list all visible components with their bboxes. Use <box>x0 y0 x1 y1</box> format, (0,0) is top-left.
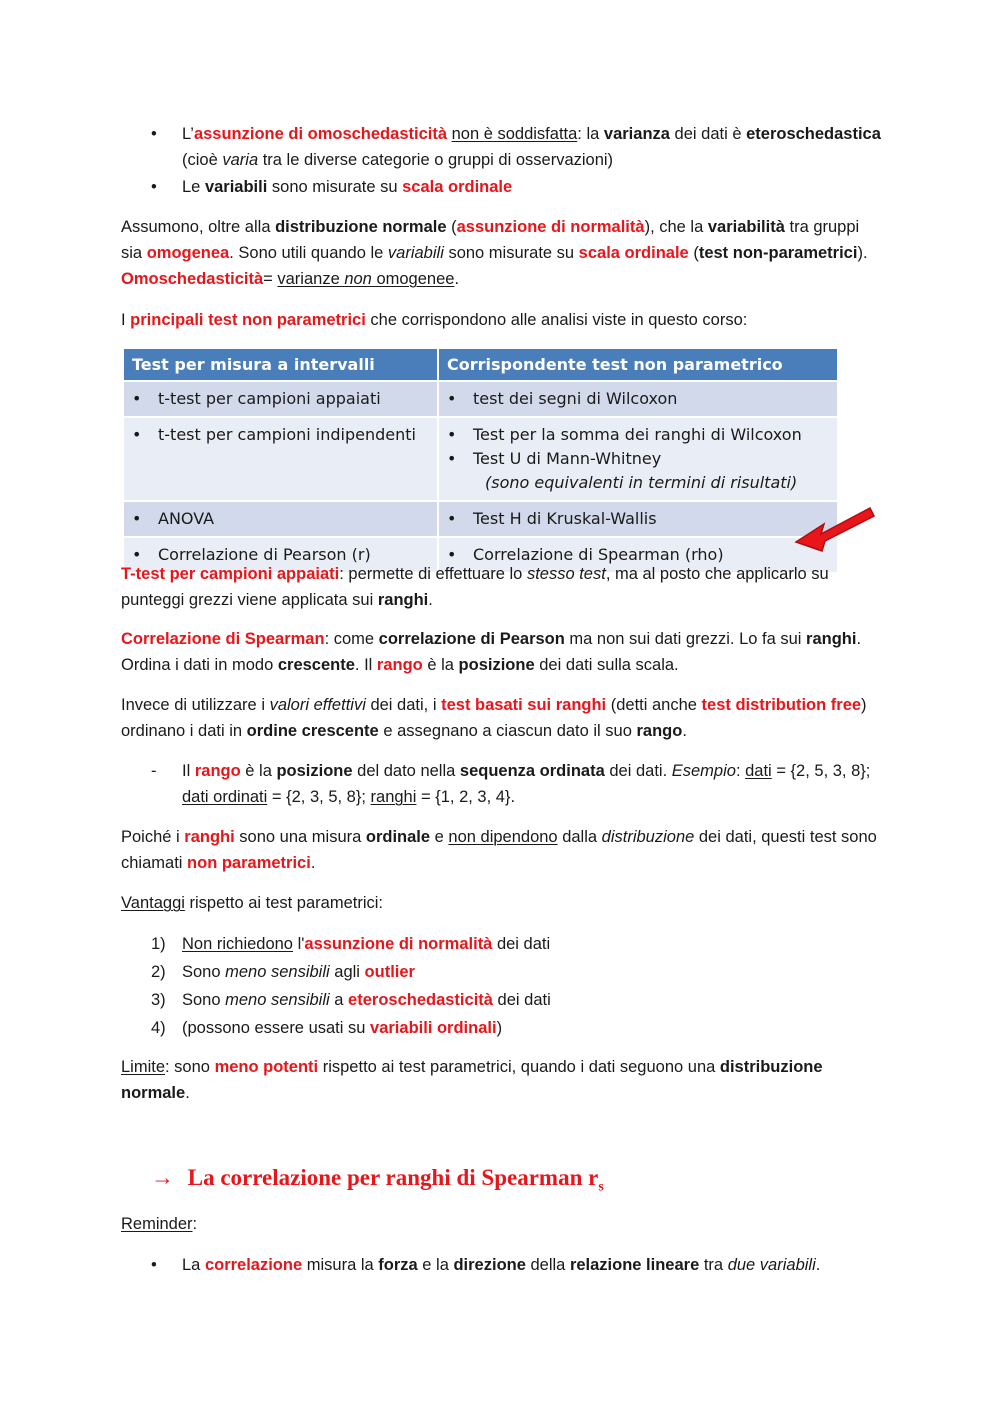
text-run: a <box>329 991 349 1009</box>
text-run: (cioè <box>182 151 223 169</box>
text-run: del dato nella <box>352 762 460 780</box>
text-run: test distribution free <box>701 696 862 714</box>
text-run: scala ordinale <box>578 244 689 262</box>
heading-subscript: s <box>598 1179 604 1195</box>
table-header-cell: Corrispondente test non parametrico <box>438 349 838 381</box>
text-run: posizione <box>458 656 535 674</box>
text-run: dei dati. <box>604 762 672 780</box>
text-run: rango <box>376 656 423 674</box>
text-run: due variabili <box>727 1256 816 1274</box>
table-cell <box>124 417 438 501</box>
paragraph-ttest-appaiati <box>121 561 883 613</box>
paragraph-poiche <box>121 824 883 876</box>
cell-text: test dei segni di Wilcoxon <box>473 389 678 408</box>
text-run: ranghi <box>377 591 429 609</box>
text-run: varianza <box>603 125 670 143</box>
text-run: . <box>454 270 460 288</box>
text-run: meno sensibili <box>225 991 330 1009</box>
table-row <box>124 381 838 417</box>
bullet-marker: • <box>132 425 142 444</box>
paragraph-reminder <box>121 1211 883 1237</box>
text-run: : <box>192 1215 198 1233</box>
text-run: correlazione <box>204 1256 303 1274</box>
text-run: dati ordinati <box>182 788 268 806</box>
bullet-marker: • <box>447 449 457 468</box>
text-run: outlier <box>364 963 415 981</box>
text-run: variabili ordinali <box>370 1019 497 1037</box>
cell-note: (sono equivalenti in termini di risultati) <box>485 473 798 492</box>
text-run: valori effettivi <box>269 696 366 714</box>
text-run: distribuzione normale <box>275 218 447 236</box>
text-run: , ma al posto che applicarlo su punteggi grezzi viene applicata sui <box>121 565 829 609</box>
text-run: . <box>428 591 433 609</box>
text-run: correlazione di Pearson <box>378 630 565 648</box>
text-run: test basati sui ranghi <box>441 696 607 714</box>
text-run: : <box>735 762 746 780</box>
text-run: distribuzione normale <box>121 1058 823 1102</box>
text-run: posizione <box>276 762 353 780</box>
rich-text <box>182 758 882 810</box>
paragraph-assumono <box>121 214 883 292</box>
text-run: rispetto ai test parametrici: <box>184 894 383 912</box>
text-run: Correlazione di Spearman <box>121 630 325 648</box>
text-run: variabili <box>204 178 268 196</box>
text-run: tra <box>699 1256 728 1274</box>
text-run: Il <box>182 762 195 780</box>
text-run: relazione lineare <box>569 1256 700 1274</box>
text-run: tra gruppi sia <box>121 218 860 262</box>
text-run: stesso test <box>526 565 606 583</box>
text-run: variabili <box>387 244 444 262</box>
cell-text: Test U di Mann-Whitney <box>473 449 662 468</box>
text-run: dei dati è <box>669 125 747 143</box>
text-run: varianze <box>277 270 345 288</box>
text-run: . <box>185 1084 190 1102</box>
text-run: . <box>310 854 316 872</box>
text-run: assunzione di omoschedasticità <box>193 125 448 143</box>
text-run: dati <box>745 762 772 780</box>
text-run: I <box>121 311 131 329</box>
text-run: Poiché i <box>121 828 185 846</box>
cell-text: ANOVA <box>158 509 215 528</box>
bullet-marker: • <box>132 545 142 564</box>
table-row <box>124 417 838 501</box>
text-run: agli <box>329 963 365 981</box>
cell-text: t-test per campioni indipendenti <box>158 425 416 444</box>
cell-text: Correlazione di Spearman (rho) <box>473 545 724 564</box>
cell-text: t-test per campioni appaiati <box>158 389 381 408</box>
text-run: non <box>344 270 372 288</box>
list-number: 3) <box>151 991 166 1009</box>
bullet-marker: • <box>132 389 142 408</box>
text-run: T-test per campioni appaiati <box>121 565 340 583</box>
text-run: che corrispondono alle analisi viste in questo corso: <box>365 311 748 329</box>
text-run: L’ <box>182 125 194 143</box>
text-run: Esempio <box>671 762 736 780</box>
text-run: . <box>682 722 687 740</box>
text-run: sequenza ordinata <box>459 762 605 780</box>
table-cell <box>124 501 438 537</box>
text-run: dei dati <box>492 991 551 1009</box>
text-run: Assumono, oltre alla <box>121 218 276 236</box>
table-cell <box>438 381 838 417</box>
section-heading <box>151 1165 604 1196</box>
text-run: Sono <box>182 963 226 981</box>
text-run: Limite <box>121 1058 166 1076</box>
table-cell <box>124 381 438 417</box>
text-run: omogenea <box>146 244 230 262</box>
text-run: rango <box>636 722 683 740</box>
text-run: ma non sui dati grezzi. Lo fa sui <box>564 630 807 648</box>
text-run: (possono essere usati su <box>182 1019 371 1037</box>
text-run: è la <box>240 762 277 780</box>
list-number: 4) <box>151 1019 166 1037</box>
text-run: è la <box>422 656 459 674</box>
text-run: . Sono utili quando le <box>229 244 388 262</box>
text-run: Reminder <box>121 1215 193 1233</box>
text-run: e <box>430 828 449 846</box>
paragraph-vantaggi <box>121 890 883 916</box>
text-run: l' <box>293 935 305 953</box>
text-run: eteroschedasticità <box>348 991 493 1009</box>
paragraph-limite <box>121 1054 883 1106</box>
text-run: forza <box>378 1256 418 1274</box>
text-run: assunzione di normalità <box>456 218 645 236</box>
cell-text: Test per la somma dei ranghi di Wilcoxon <box>473 425 802 444</box>
list-number: 1) <box>151 935 166 953</box>
bullet-marker: • <box>151 125 157 143</box>
text-run: tra le diverse categorie o gruppi di osservazioni) <box>258 151 614 169</box>
text-run: ) ordinano i dati in <box>121 696 867 740</box>
text-run: non parametrici <box>187 854 311 872</box>
text-run: sono misurate su <box>267 178 403 196</box>
text-run: ( <box>688 244 699 262</box>
table-cell <box>438 417 838 501</box>
text-run: Omoschedasticità <box>121 270 264 288</box>
text-run: = <box>263 270 278 288</box>
text-run: dalla <box>557 828 602 846</box>
text-run: direzione <box>453 1256 526 1274</box>
list-number: 2) <box>151 963 166 981</box>
text-run: sono una misura <box>234 828 366 846</box>
text-run: : sono <box>165 1058 215 1076</box>
cell-text: Test H di Kruskal-Wallis <box>473 509 657 528</box>
text-run: ranghi <box>806 630 857 648</box>
text-run: varia <box>222 151 259 169</box>
text-run: = {2, 5, 3, 8}; <box>771 762 871 780</box>
text-run: ), che la <box>644 218 708 236</box>
right-arrow-icon: → <box>151 1165 174 1190</box>
bullet-marker: • <box>447 389 457 408</box>
text-run: = {2, 3, 5, 8}; <box>267 788 371 806</box>
text-run: . <box>815 1256 821 1274</box>
arrow-shape <box>796 508 874 551</box>
text-run: . Il <box>354 656 377 674</box>
text-run: meno sensibili <box>225 963 330 981</box>
text-run: : la <box>577 125 604 143</box>
rich-text <box>182 931 550 957</box>
text-run: scala ordinale <box>402 178 513 196</box>
bullet-marker: • <box>132 509 142 528</box>
bullet-marker: • <box>447 509 457 528</box>
table-header-cell: Test per misura a intervalli <box>124 349 438 381</box>
text-run: dei dati, questi test sono chiamati <box>121 828 877 872</box>
cell-text: Correlazione di Pearson (r) <box>158 545 371 564</box>
rich-text <box>182 1015 502 1041</box>
text-run: misura la <box>302 1256 379 1274</box>
text-run: = {1, 2, 3, 4}. <box>416 788 516 806</box>
text-run: ordine crescente <box>246 722 379 740</box>
text-run: meno potenti <box>214 1058 319 1076</box>
text-run: eteroschedastica <box>746 125 881 143</box>
text-run: Non richiedono <box>182 935 293 953</box>
text-run: test non-parametrici <box>698 244 858 262</box>
text-run: ordinale <box>365 828 431 846</box>
text-run: : permette di effettuare lo <box>339 565 527 583</box>
text-run: ( <box>446 218 457 236</box>
text-run: rispetto ai test parametrici, quando i dati seguono una <box>318 1058 720 1076</box>
paragraph-principali-test <box>121 307 883 333</box>
text-run: non dipendono <box>448 828 558 846</box>
dash-marker: - <box>151 762 157 780</box>
text-run: dei dati sulla scala. <box>534 656 679 674</box>
text-run: dei dati, i <box>365 696 442 714</box>
rich-text <box>182 959 415 985</box>
table-row <box>124 501 838 537</box>
text-run: principali test non parametrici <box>130 311 366 329</box>
bullet-marker: • <box>447 545 457 564</box>
text-run: ranghi <box>184 828 235 846</box>
text-run: (detti anche <box>606 696 702 714</box>
red-arrow-icon <box>790 490 880 552</box>
table-cell <box>438 501 838 537</box>
text-run: della <box>525 1256 570 1274</box>
text-run: ranghi <box>370 788 417 806</box>
bullet-marker: • <box>151 178 157 196</box>
text-run: La <box>182 1256 205 1274</box>
heading-text: La correlazione per ranghi di Spearman r <box>187 1165 599 1190</box>
rich-text <box>182 987 551 1013</box>
text-run: . Ordina i dati in modo <box>121 630 862 674</box>
bullet-marker: • <box>447 425 457 444</box>
text-run: ) <box>496 1019 503 1037</box>
paragraph-invece <box>121 692 883 744</box>
text-run: distribuzione <box>601 828 695 846</box>
rich-text <box>182 121 882 173</box>
text-run: ). <box>857 244 868 262</box>
text-run: rango <box>194 762 241 780</box>
rich-text <box>182 174 882 200</box>
text-run: assunzione di normalità <box>304 935 493 953</box>
text-run: variabilità <box>707 218 785 236</box>
text-run: Vantaggi <box>121 894 185 912</box>
rich-text <box>182 1252 882 1278</box>
text-run: dei dati <box>492 935 551 953</box>
text-run: e la <box>417 1256 454 1274</box>
text-run: : come <box>324 630 379 648</box>
text-run: crescente <box>277 656 355 674</box>
text-run: sono misurate su <box>443 244 579 262</box>
comparison-table <box>124 349 839 572</box>
text-run: Invece di utilizzare i <box>121 696 270 714</box>
text-run: Le <box>182 178 205 196</box>
text-run: non è soddisfatta <box>451 125 578 143</box>
text-run: e assegnano a ciascun dato il suo <box>378 722 637 740</box>
text-run: Sono <box>182 991 226 1009</box>
paragraph-correlazione-spearman <box>121 626 883 678</box>
bullet-marker: • <box>151 1256 157 1274</box>
text-run: omogenee <box>371 270 455 288</box>
table-header-row <box>124 349 838 381</box>
